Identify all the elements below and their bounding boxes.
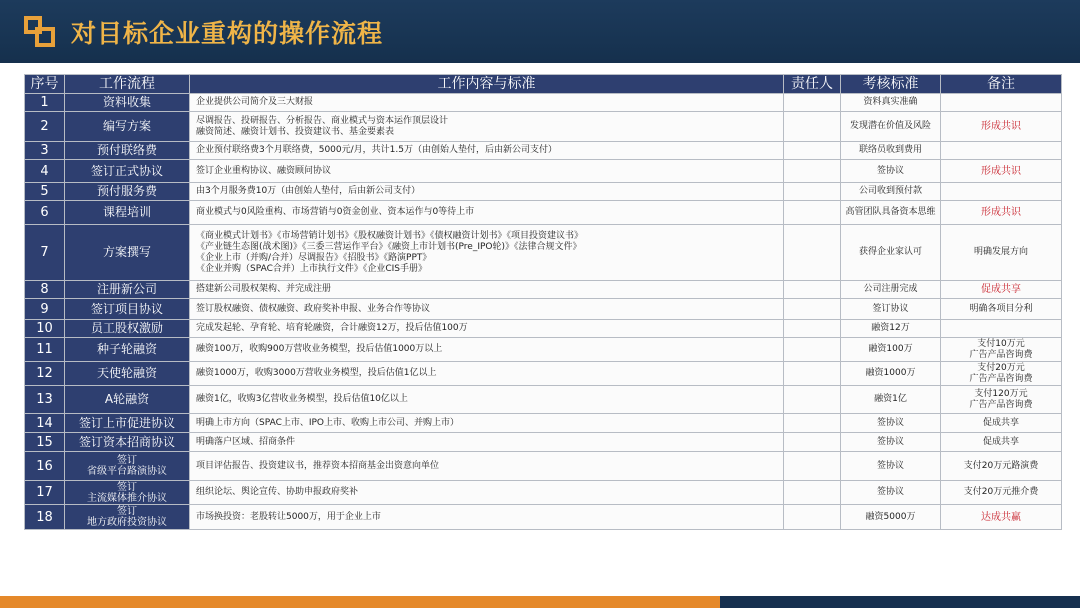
row-content: 融资1亿，收购3亿营收业务模型，投后估值10亿以上 [190,386,784,414]
row-assess: 签协议 [841,481,941,505]
row-note: 促成共享 [941,414,1062,433]
row-number: 10 [25,320,65,338]
row-note: 达成共赢 [941,505,1062,530]
process-table [24,74,1062,530]
row-person [784,362,841,386]
col-header-person: 责任人 [784,75,841,94]
table-row [25,338,1062,362]
row-content: 明确上市方向（SPAC上市、IPO上市、收购上市公司、并购上市） [190,414,784,433]
row-person [784,94,841,112]
row-content: 签订股权融资、债权融资、政府奖补申报、业务合作等协议 [190,299,784,320]
row-assess: 签协议 [841,414,941,433]
row-assess: 公司注册完成 [841,281,941,299]
row-step: 编写方案 [65,112,190,142]
row-content: 签订企业重构协议、融资顾问协议 [190,160,784,183]
logo-squares-icon [24,16,56,48]
row-person [784,281,841,299]
table-row [25,414,1062,433]
row-number: 15 [25,433,65,452]
table-row [25,225,1062,281]
row-number: 3 [25,142,65,160]
table-row [25,201,1062,225]
row-number: 12 [25,362,65,386]
row-assess: 高管团队具备资本思维 [841,201,941,225]
footer-accent [0,596,720,608]
row-number: 8 [25,281,65,299]
row-step: A轮融资 [65,386,190,414]
row-number: 1 [25,94,65,112]
col-header-assess: 考核标准 [841,75,941,94]
row-step: 课程培训 [65,201,190,225]
row-content: 由3个月服务费10万（由创始人垫付，后由新公司支付） [190,183,784,201]
row-content: 组织论坛、舆论宣传、协助申报政府奖补 [190,481,784,505]
row-step: 资料收集 [65,94,190,112]
row-note: 明确各项目分利 [941,299,1062,320]
row-content: 项目评估报告、投资建议书，推荐资本招商基金出资意向单位 [190,452,784,481]
table-row [25,433,1062,452]
row-assess: 融资12万 [841,320,941,338]
row-step: 种子轮融资 [65,338,190,362]
row-step: 签订 省级平台路演协议 [65,452,190,481]
row-assess: 签协议 [841,452,941,481]
row-step: 员工股权激励 [65,320,190,338]
footer-bar [0,596,1080,608]
row-number: 5 [25,183,65,201]
table-row [25,299,1062,320]
row-assess: 签协议 [841,160,941,183]
row-number: 9 [25,299,65,320]
table-row [25,142,1062,160]
table-header-row [25,75,1062,94]
table-row [25,320,1062,338]
table-row [25,281,1062,299]
table-row [25,183,1062,201]
row-step: 预付服务费 [65,183,190,201]
row-step: 签订 地方政府投资协议 [65,505,190,530]
row-note: 形成共识 [941,201,1062,225]
row-number: 7 [25,225,65,281]
row-note [941,320,1062,338]
row-note: 支付20万元路演费 [941,452,1062,481]
row-note: 支付20万元 广告产品咨询费 [941,362,1062,386]
row-number: 2 [25,112,65,142]
row-step: 方案撰写 [65,225,190,281]
row-content: 融资100万，收购900万营收业务模型，投后估值1000万以上 [190,338,784,362]
row-number: 4 [25,160,65,183]
row-assess: 融资1000万 [841,362,941,386]
row-assess: 签订协议 [841,299,941,320]
row-content: 企业预付联络费3个月联络费，5000元/月，共计1.5万（由创始人垫付，后由新公司支付） [190,142,784,160]
row-person [784,112,841,142]
row-assess: 签协议 [841,433,941,452]
table-row [25,505,1062,530]
row-step: 签订上市促进协议 [65,414,190,433]
row-person [784,414,841,433]
row-note: 支付20万元推介费 [941,481,1062,505]
row-note: 支付120万元 广告产品咨询费 [941,386,1062,414]
col-header-seq: 序号 [25,75,65,94]
row-content: 明确落户区域、招商条件 [190,433,784,452]
col-header-step: 工作流程 [65,75,190,94]
row-step: 签订正式协议 [65,160,190,183]
row-person [784,183,841,201]
row-assess: 联络员收到费用 [841,142,941,160]
row-note: 形成共识 [941,112,1062,142]
row-assess: 资料真实准确 [841,94,941,112]
row-person [784,320,841,338]
row-content: 企业提供公司简介及三大财报 [190,94,784,112]
slide-header [0,0,1080,63]
table-row [25,362,1062,386]
row-note: 明确发展方向 [941,225,1062,281]
row-assess: 融资1亿 [841,386,941,414]
table-row [25,112,1062,142]
row-content: 尽调报告、投研报告、分析报告、商业模式与资本运作顶层设计 融资简述、融资计划书、投资建议书、基金要素表 [190,112,784,142]
row-person [784,386,841,414]
row-person [784,452,841,481]
row-number: 6 [25,201,65,225]
row-number: 11 [25,338,65,362]
row-note [941,142,1062,160]
row-note [941,94,1062,112]
row-step: 注册新公司 [65,281,190,299]
row-note: 形成共识 [941,160,1062,183]
row-note: 促成共享 [941,433,1062,452]
row-content: 《商业模式计划书》《市场营销计划书》《股权融资计划书》《债权融资计划书》《项目投资建议书》 《产业链生态图(战术图)》《三委三营运作平台》《融资上市计划书(Pre_IPO轮)》《法律合规文件》 《企业上市（并购/合并）尽调报告》《招股书》《路演PPT》 《企业并购（SPAC合并）上市执行文件》《企业CIS手册》 [190,225,784,281]
row-content: 市场换投资：老股转让5000万，用于企业上市 [190,505,784,530]
row-number: 16 [25,452,65,481]
row-assess: 公司收到预付款 [841,183,941,201]
row-person [784,142,841,160]
table-row [25,386,1062,414]
table-row [25,452,1062,481]
row-person [784,299,841,320]
table-row [25,94,1062,112]
slide-title: 对目标企业重构的操作流程 [71,19,384,48]
row-person [784,505,841,530]
row-step: 预付联络费 [65,142,190,160]
row-number: 13 [25,386,65,414]
row-person [784,338,841,362]
row-content: 完成发起轮、孕育轮、培育轮融资，合计融资12万，投后估值100万 [190,320,784,338]
row-step: 签订 主流媒体推介协议 [65,481,190,505]
row-person [784,225,841,281]
col-header-content: 工作内容与标准 [190,75,784,94]
row-assess: 融资100万 [841,338,941,362]
row-assess: 发现潜在价值及风险 [841,112,941,142]
col-header-note: 备注 [941,75,1062,94]
row-note: 支付10万元 广告产品咨询费 [941,338,1062,362]
row-assess: 获得企业家认可 [841,225,941,281]
row-content: 商业模式与0风险重构、市场营销与0资金创业、资本运作与0等待上市 [190,201,784,225]
row-number: 18 [25,505,65,530]
row-note [941,183,1062,201]
row-person [784,433,841,452]
row-person [784,481,841,505]
table-row [25,481,1062,505]
row-step: 签订项目协议 [65,299,190,320]
row-note: 促成共享 [941,281,1062,299]
row-step: 签订资本招商协议 [65,433,190,452]
row-step: 天使轮融资 [65,362,190,386]
row-content: 搭建新公司股权架构、并完成注册 [190,281,784,299]
table-row [25,160,1062,183]
row-number: 14 [25,414,65,433]
row-person [784,160,841,183]
row-content: 融资1000万，收购3000万营收业务模型，投后估值1亿以上 [190,362,784,386]
row-person [784,201,841,225]
row-assess: 融资5000万 [841,505,941,530]
row-number: 17 [25,481,65,505]
